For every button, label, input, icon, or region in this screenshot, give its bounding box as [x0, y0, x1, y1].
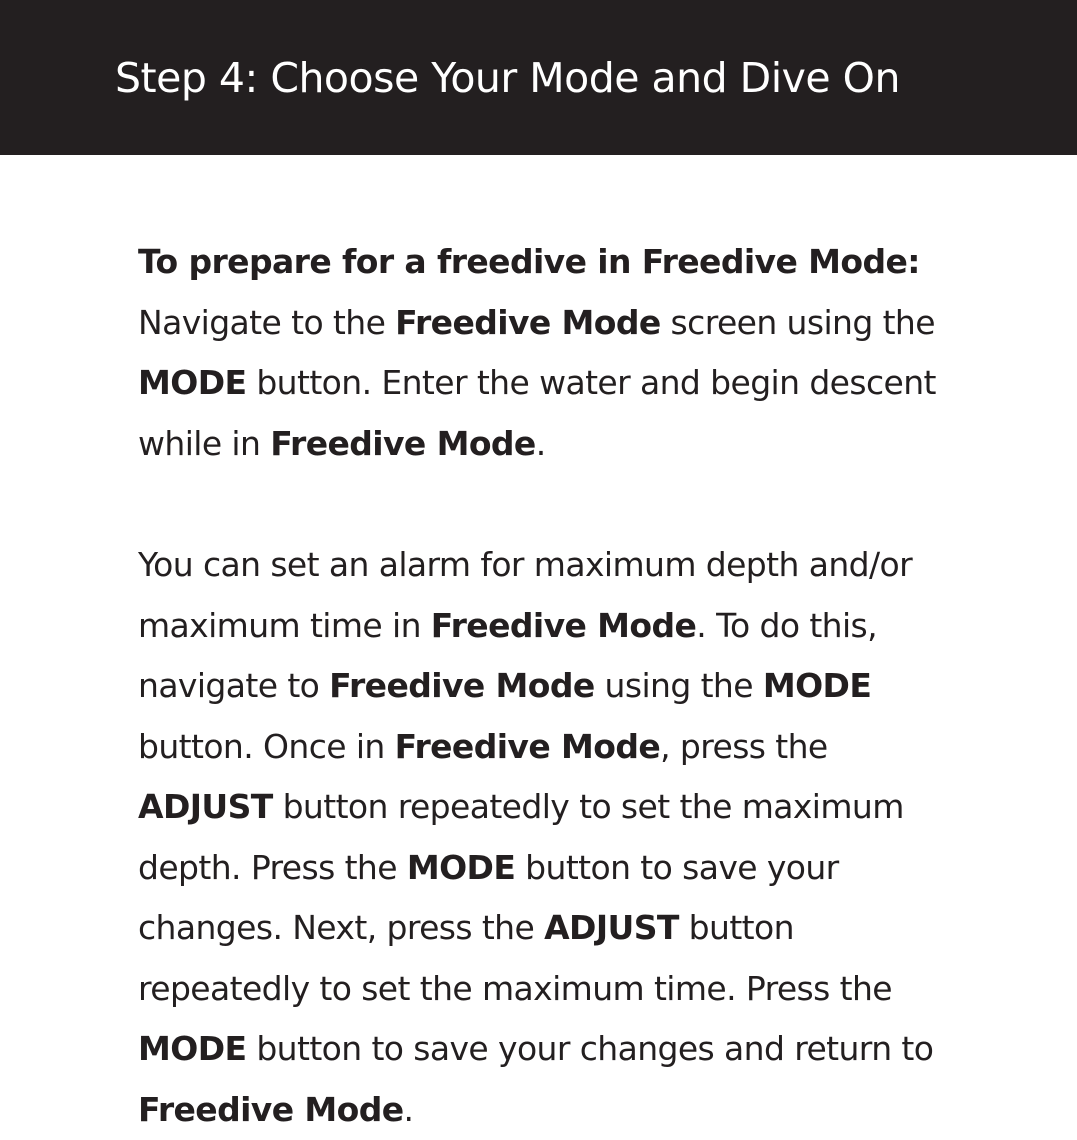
- bold-term: Freedive Mode: [270, 424, 536, 463]
- alarm-setup-paragraph: [138, 535, 1038, 1140]
- bold-term: MODE: [763, 666, 871, 705]
- bold-term: ADJUST: [138, 787, 273, 826]
- text-line: [138, 596, 1038, 657]
- text-run: button to save your changes and return to: [246, 1029, 933, 1068]
- text-run: while in: [138, 424, 270, 463]
- text-line: [138, 838, 1038, 899]
- text-line: [138, 353, 1038, 414]
- freedive-prep-paragraph: [138, 232, 1038, 474]
- text-run: button. Enter the water and begin descent: [246, 363, 935, 402]
- bold-term: Freedive Mode: [395, 303, 661, 342]
- text-run: , press the: [660, 727, 828, 766]
- header-bar: [0, 0, 1077, 155]
- text-run: button to save your: [515, 848, 838, 887]
- bold-term: Freedive Mode: [431, 606, 697, 645]
- bold-term: Freedive Mode: [138, 1090, 404, 1129]
- text-run: button. Once in: [138, 727, 395, 766]
- text-line: [138, 414, 1038, 475]
- text-run: button repeatedly to set the maximum: [273, 787, 904, 826]
- text-run: changes. Next, press the: [138, 908, 544, 947]
- text-run: . To do this,: [696, 606, 877, 645]
- text-run: navigate to: [138, 666, 329, 705]
- text-run: Navigate to the: [138, 303, 395, 342]
- text-line: [138, 535, 1038, 596]
- bold-term: Freedive Mode: [329, 666, 595, 705]
- bold-term: Freedive Mode: [395, 727, 661, 766]
- text-line: [138, 656, 1038, 717]
- text-line: [138, 777, 1038, 838]
- text-run: repeatedly to set the maximum time. Press the: [138, 969, 892, 1008]
- text-line: [138, 1080, 1038, 1140]
- bold-term: MODE: [407, 848, 515, 887]
- bold-term: MODE: [138, 1029, 246, 1068]
- bold-term: ADJUST: [544, 908, 679, 947]
- text-line: [138, 717, 1038, 778]
- text-run: screen using the: [661, 303, 935, 342]
- text-run: depth. Press the: [138, 848, 407, 887]
- text-line: [138, 898, 1038, 959]
- page-title: Step 4: Choose Your Mode and Dive On: [115, 50, 900, 106]
- instructions-body: [138, 232, 1038, 1140]
- text-line: [138, 1019, 1038, 1080]
- text-run: using the: [595, 666, 763, 705]
- text-run: .: [404, 1090, 414, 1129]
- text-run: .: [536, 424, 546, 463]
- text-line: [138, 959, 1038, 1020]
- text-line: [138, 232, 1038, 293]
- text-run: button: [679, 908, 794, 947]
- bold-term: MODE: [138, 363, 246, 402]
- text-line: [138, 293, 1038, 354]
- bold-term: To prepare for a freedive in Freedive Mode:: [138, 242, 920, 281]
- text-run: You can set an alarm for maximum depth and/or: [138, 545, 912, 584]
- text-run: maximum time in: [138, 606, 431, 645]
